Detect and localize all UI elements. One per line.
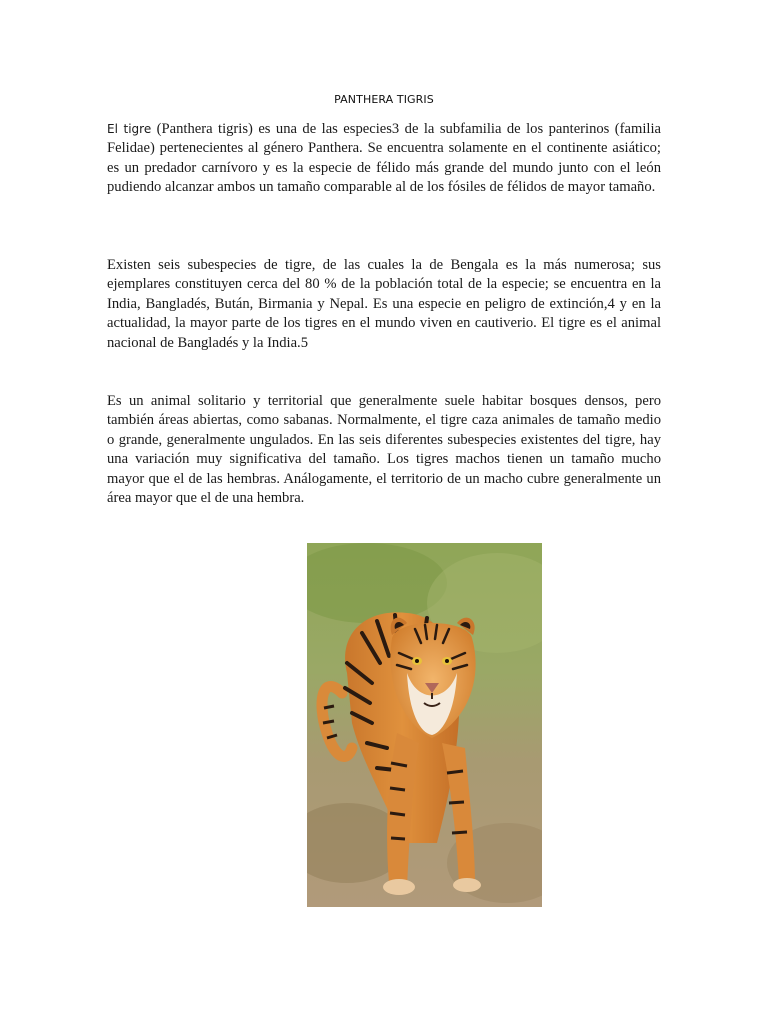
paragraph-intro-lead: El tigre: [107, 122, 152, 136]
paragraph-subspecies: Existen seis subespecies de tigre, de las cuales la de Bengala es la más numerosa; sus ejemplares constituyen cerca del 80 % de la población total de la especie; se encuentra en la India, Bangladés, Bután, Birmania y Nepal. Es una especie en peligro de extinción,4 y en la actualidad, la mayor parte de los tigres en el mundo viven en cautiverio. El tigre es el animal nacional de Bangladés y la India.5: [107, 257, 661, 351]
paragraph-intro-text: (Panthera tigris) es una de las especies3 de la subfamilia de los panterinos (familia Felidae) pertenecientes al género Panthera. Se encuentra solamente en el continente asiático; es un predador carnívoro y es la especie de félido más grande del mundo junto con el león pudiendo alcanzar ambos un tamaño comparable al de los fósiles de félidos de mayor tamaño.: [107, 121, 661, 196]
paragraph-intro: [107, 120, 661, 198]
paragraph-habitat: Es un animal solitario y territorial que generalmente suele habitar bosques densos, pero también áreas abiertas, como sabanas. Normalmente, el tigre caza animales de tamaño medio o grande, generalmente ungulados. En las seis diferentes subespecies existentes del tigre, hay una variación muy significativa del tamaño. Los tigres machos tienen un tamaño mucho mayor que el de las hembras. Análogamente, el territorio de un macho cubre generalmente un área mayor que el de una hembra.: [107, 393, 661, 507]
tiger-photo: [307, 543, 542, 907]
document-title: PANTHERA TIGRIS: [334, 93, 434, 106]
